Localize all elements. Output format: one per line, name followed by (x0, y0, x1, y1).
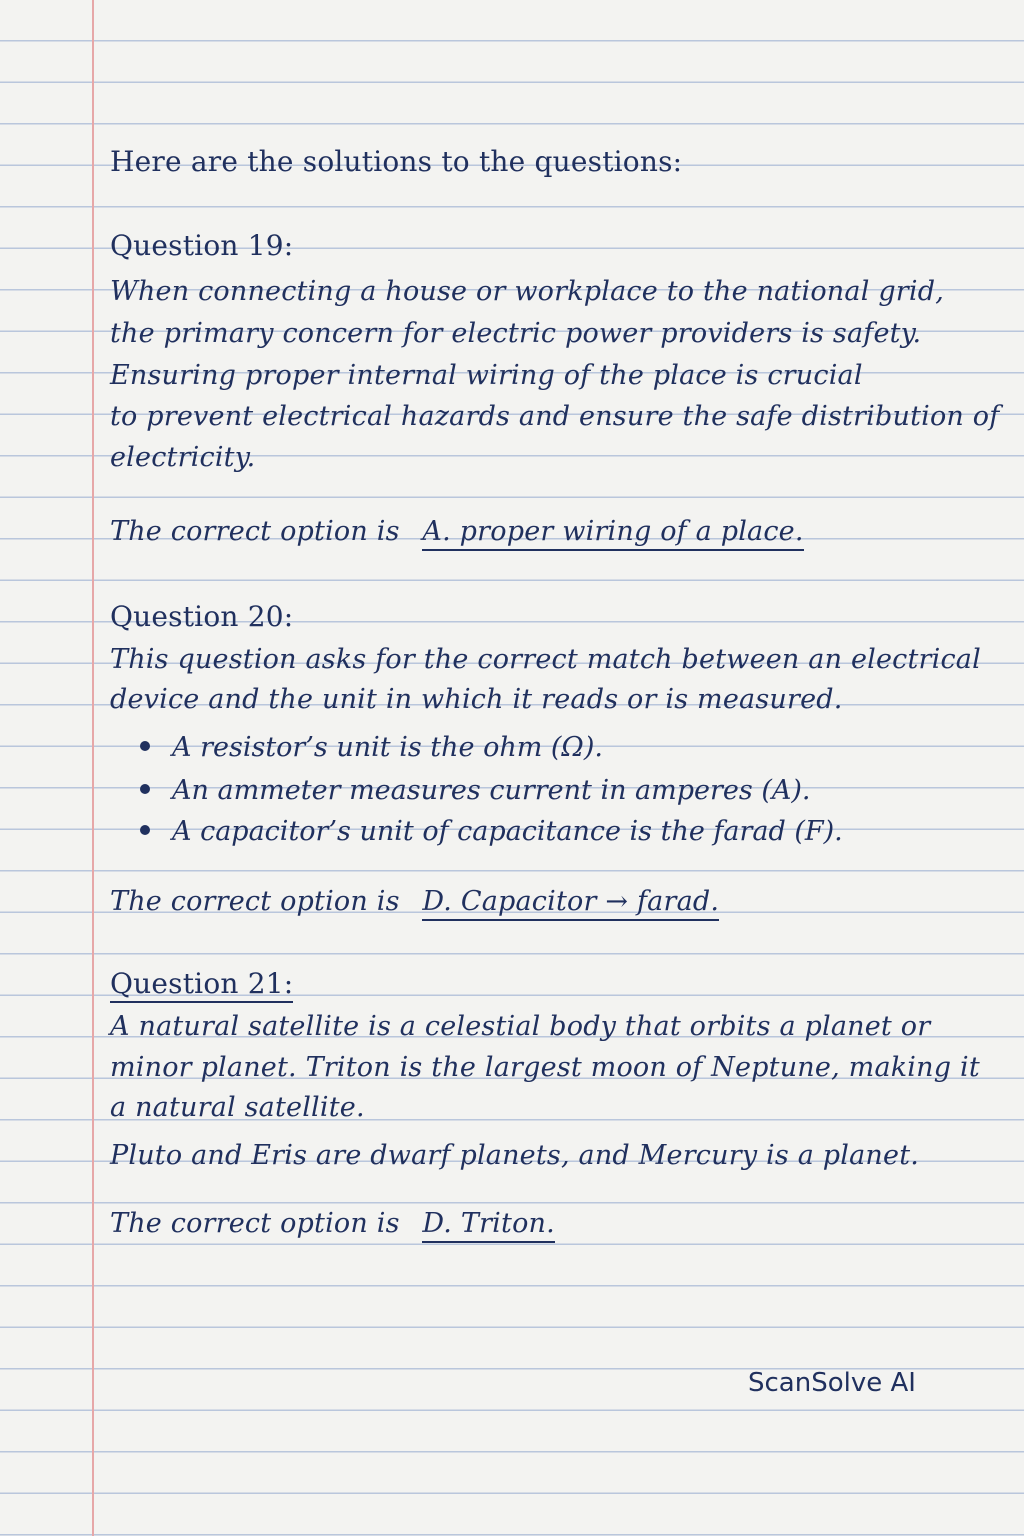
question-19-line-5: electricity. (110, 442, 256, 473)
question-19-line-3: Ensuring proper internal wiring of the place is crucial (110, 360, 863, 391)
answer-prefix: The correct option is (110, 886, 400, 917)
question-21-answer (110, 1208, 555, 1243)
question-21-answer-option: D. Triton. (422, 1209, 554, 1243)
signature: ScanSolve AI (748, 1368, 916, 1398)
answer-prefix: The correct option is (110, 516, 400, 547)
question-19-heading: Question 19: (110, 229, 294, 262)
question-20-line-1: This question asks for the correct match between an electrical (110, 644, 981, 675)
bullet-text: A capacitor’s unit of capacitance is the farad (F). (172, 816, 843, 847)
question-21-heading-text: Question 21: (110, 969, 293, 1003)
bullet-dot (140, 825, 150, 835)
question-20-heading: Question 20: (110, 600, 294, 633)
question-21-line-4: Pluto and Eris are dwarf planets, and Mercury is a planet. (110, 1140, 920, 1171)
question-21-heading (110, 968, 293, 1003)
question-19-line-1: When connecting a house or workplace to the national grid, (110, 276, 945, 307)
question-21-line-3: a natural satellite. (110, 1092, 365, 1123)
question-19-answer (110, 516, 804, 551)
intro-text: Here are the solutions to the questions: (110, 145, 683, 178)
bullet-text: An ammeter measures current in amperes (A). (172, 775, 811, 806)
answer-prefix: The correct option is (110, 1208, 400, 1239)
question-19-line-2: the primary concern for electric power providers is safety. (110, 318, 922, 349)
question-19-answer-option: A. proper wiring of a place. (422, 517, 803, 551)
question-20-answer (110, 886, 719, 921)
question-20-bullet-3 (140, 816, 843, 848)
question-20-bullet-1 (140, 732, 603, 764)
bullet-text: A resistor’s unit is the ohm (Ω). (172, 732, 603, 763)
bullet-dot (140, 741, 150, 751)
question-20-answer-option: D. Capacitor → farad. (422, 887, 719, 921)
question-20-bullet-2 (140, 775, 810, 807)
question-21-line-2: minor planet. Triton is the largest moon of Neptune, making it (110, 1052, 980, 1083)
question-19-line-4: to prevent electrical hazards and ensure the safe distribution of (110, 401, 1000, 432)
question-21-line-1: A natural satellite is a celestial body that orbits a planet or (110, 1011, 931, 1042)
bullet-dot (140, 784, 150, 794)
question-20-line-2: device and the unit in which it reads or is measured. (110, 684, 843, 715)
